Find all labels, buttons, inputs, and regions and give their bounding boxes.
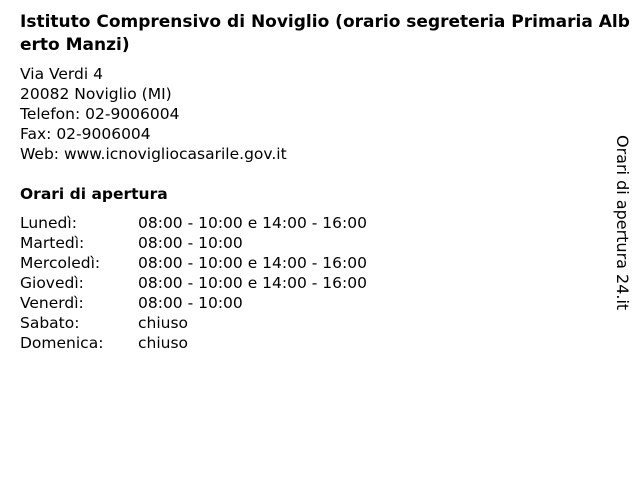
brand-watermark: Orari di apertura 24.it (613, 135, 632, 311)
hours-row-tuesday (20, 233, 367, 253)
phone-number: Telefon: 02-9006004 (20, 105, 180, 123)
time-value: 08:00 - 10:00 (138, 294, 243, 312)
day-label: Domenica: (20, 334, 104, 352)
time-value: chiuso (138, 314, 189, 332)
hours-row-monday (20, 213, 367, 233)
hours-row-thursday (20, 273, 367, 293)
address-city: 20082 Noviglio (MI) (20, 85, 172, 103)
opening-hours-table (20, 213, 367, 353)
hours-row-saturday (20, 313, 367, 333)
address-street: Via Verdi 4 (20, 65, 103, 83)
fax-number: Fax: 02-9006004 (20, 125, 151, 143)
hours-heading: Orari di apertura (20, 185, 168, 203)
day-label: Sabato: (20, 314, 80, 332)
time-value: 08:00 - 10:00 e 14:00 - 16:00 (138, 214, 367, 232)
contact-info (20, 64, 287, 164)
hours-row-friday (20, 293, 367, 313)
time-value: 08:00 - 10:00 e 14:00 - 16:00 (138, 254, 367, 272)
website: Web: www.icnovigliocasarile.gov.it (20, 145, 287, 163)
time-value: 08:00 - 10:00 (138, 234, 243, 252)
day-label: Lunedì: (20, 214, 77, 232)
day-label: Venerdì: (20, 294, 84, 312)
page-title: Istituto Comprensivo di Noviglio (orario segreteria Primaria Alberto Manzi) (20, 12, 630, 55)
day-label: Mercoledì: (20, 254, 101, 272)
time-value: 08:00 - 10:00 e 14:00 - 16:00 (138, 274, 367, 292)
hours-row-wednesday (20, 253, 367, 273)
hours-row-sunday (20, 333, 367, 353)
day-label: Martedì: (20, 234, 85, 252)
time-value: chiuso (138, 334, 189, 352)
day-label: Giovedì: (20, 274, 84, 292)
